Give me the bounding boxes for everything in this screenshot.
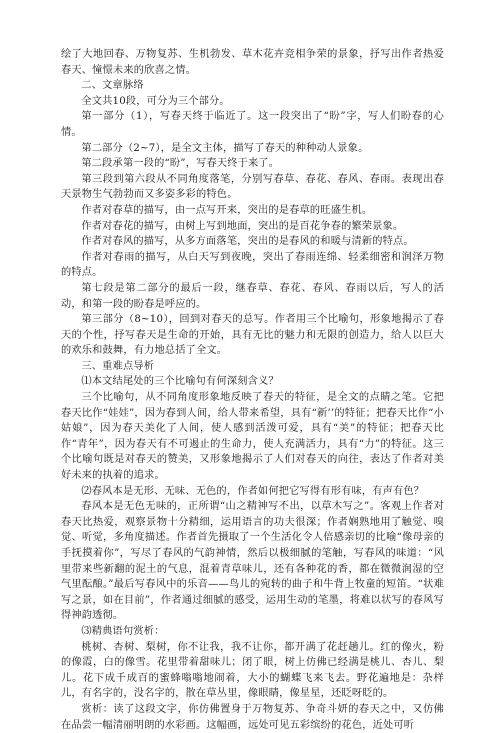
- answer-one: 三个比喻句，从不同角度形象地反映了春天的特征，是全文的点睛之笔。它把春天比作“娃娃”，因为春到人间，给人带来希望，具有“新’’的特征；把春天比作“小姑娘”，因为春天美化了人间，使人感到活泼可爱，具有“美”的特征；把春天比作“青年”，因为春天有不可遏止的生命力，使人充满活力，具有“力”的特征。这三个比喻句既是对春天的赞美，又形象地揭示了人们对春天的向往，表达了作者对美好未来的执着的追求。: [61, 392, 444, 482]
- paragraph-part-three: 第三部分（8~10），回到对春天的总写。作者用三个比喻句，形象地揭示了春天的个性，抒写春天是生命的开始，具有无比的魅力和无限的创造力，给人以巨大的欢乐和鼓舞，有力地总括了全文。: [61, 314, 444, 357]
- question-three: ⑶精典语句赏析：: [81, 625, 165, 637]
- answer-two: 春风本是无色无味的，正所谓“山之精神写不出，以草木写之”。客观上作者对春天比热爱，观察景物十分精细，运用语言的功夫很深；作者娴熟地用了触觉、嗅觉、听觉，多角度描述。作者首先摄取了一个生活化令人倍感亲切的比喻“像母亲的手抚摸着你”，写尽了春风的气韵神情，然后以极细腻的笔触，写春风的味道：“风里带来些新翻的泥土的气息，混着青草味儿，还有各种花的香，都在微微润湿的空气里酝酿。”最后写春风中的乐音——鸟儿的宛转的曲子和牛背上牧童的短笛。“状难写之景，如在目前”，作者通过细腻的感受，运用生动的笔墨，将难以状写的春风写得神韵透彻。: [61, 501, 444, 622]
- paragraph-spring-grass: 作者对春草的描写，由一点写开来，突出的是春草的旺盛生机。: [81, 204, 373, 216]
- question-one: ⑴本文结尾处的三个比喻句有何深刻含义？: [81, 376, 279, 388]
- paragraph-second-section: 第二段承第一段的“盼”，写春天终于来了。: [81, 158, 280, 170]
- paragraph-spring-rain: 作者对春雨的描写，从白天写到夜晚，突出了春雨连绵、轻柔细密和润泽万物的特点。: [61, 251, 444, 279]
- paragraph-part-one: 第一部分（1），写春天终于临近了。这一段突出了“盼”字，写人们盼春的心情。: [61, 111, 444, 138]
- question-two: ⑵春风本是无形、无味、无色的，作者如何把它写得有形有味，有声有色？: [81, 485, 425, 497]
- section-heading-analysis: 三、重难点导析: [81, 360, 155, 372]
- paragraph-part-two: 第二部分（2~7），是全文主体，描写了春天的种种动人景象。: [81, 142, 369, 154]
- paragraph-spring-wind: 作者对春风的描写，从多方面落笔，突出的是春风的和暖与清新的特点。: [81, 236, 414, 248]
- paragraph-spring-flowers: 作者对春花的描写，由树上写到地面，突出的是百花争春的繁荣景象。: [81, 220, 404, 232]
- quoted-passage: 桃树、杏树、梨树，你不让我，我不让你，都开满了花赶趟儿。红的像火，粉的像霞，白的像雪。花里带着甜味儿；闭了眼，树上仿佛已经满是桃儿、杏儿、梨儿。花下成千成百的蜜蜂嗡嗡地闹着，大小的蝴蝶飞来飞去。野花遍地是：杂样儿，有名字的，没名字的，散在草丛里，像眼睛，像星星，还眨呀眨的。: [61, 641, 444, 700]
- paragraph-seventh-section: 第七段是第二部分的最后一段，继春草、春花、春风、春雨以后，写人的活动，和第一段的盼春是呼应的。: [61, 282, 444, 310]
- paragraph-sections-three-to-six: 第三段到第六段从不同角度落笔，分别写春草、春花、春风、春雨。表现出春天景物生气勃勃而又多姿多彩的特色。: [61, 173, 444, 201]
- paragraph-intro-continuation: 绘了大地回春、万物复苏、生机勃发、草木花卉竞相争荣的景象，抒写出作者热爱春天、憧憬未来的欣喜之情。: [61, 49, 444, 76]
- paragraph-overview: 全文共10段，可分为三个部分。: [81, 95, 230, 107]
- section-heading-structure: 二、文章脉络: [81, 80, 144, 92]
- appreciation-paragraph: 赏析：读了这段文字，你仿佛置身于万物复苏、争奇斗妍的春天之中，又仿佛在品尝一幅清丽明朗的水彩画。这幅画，远处可见五彩缤纷的花色，近处可听: [61, 703, 444, 731]
